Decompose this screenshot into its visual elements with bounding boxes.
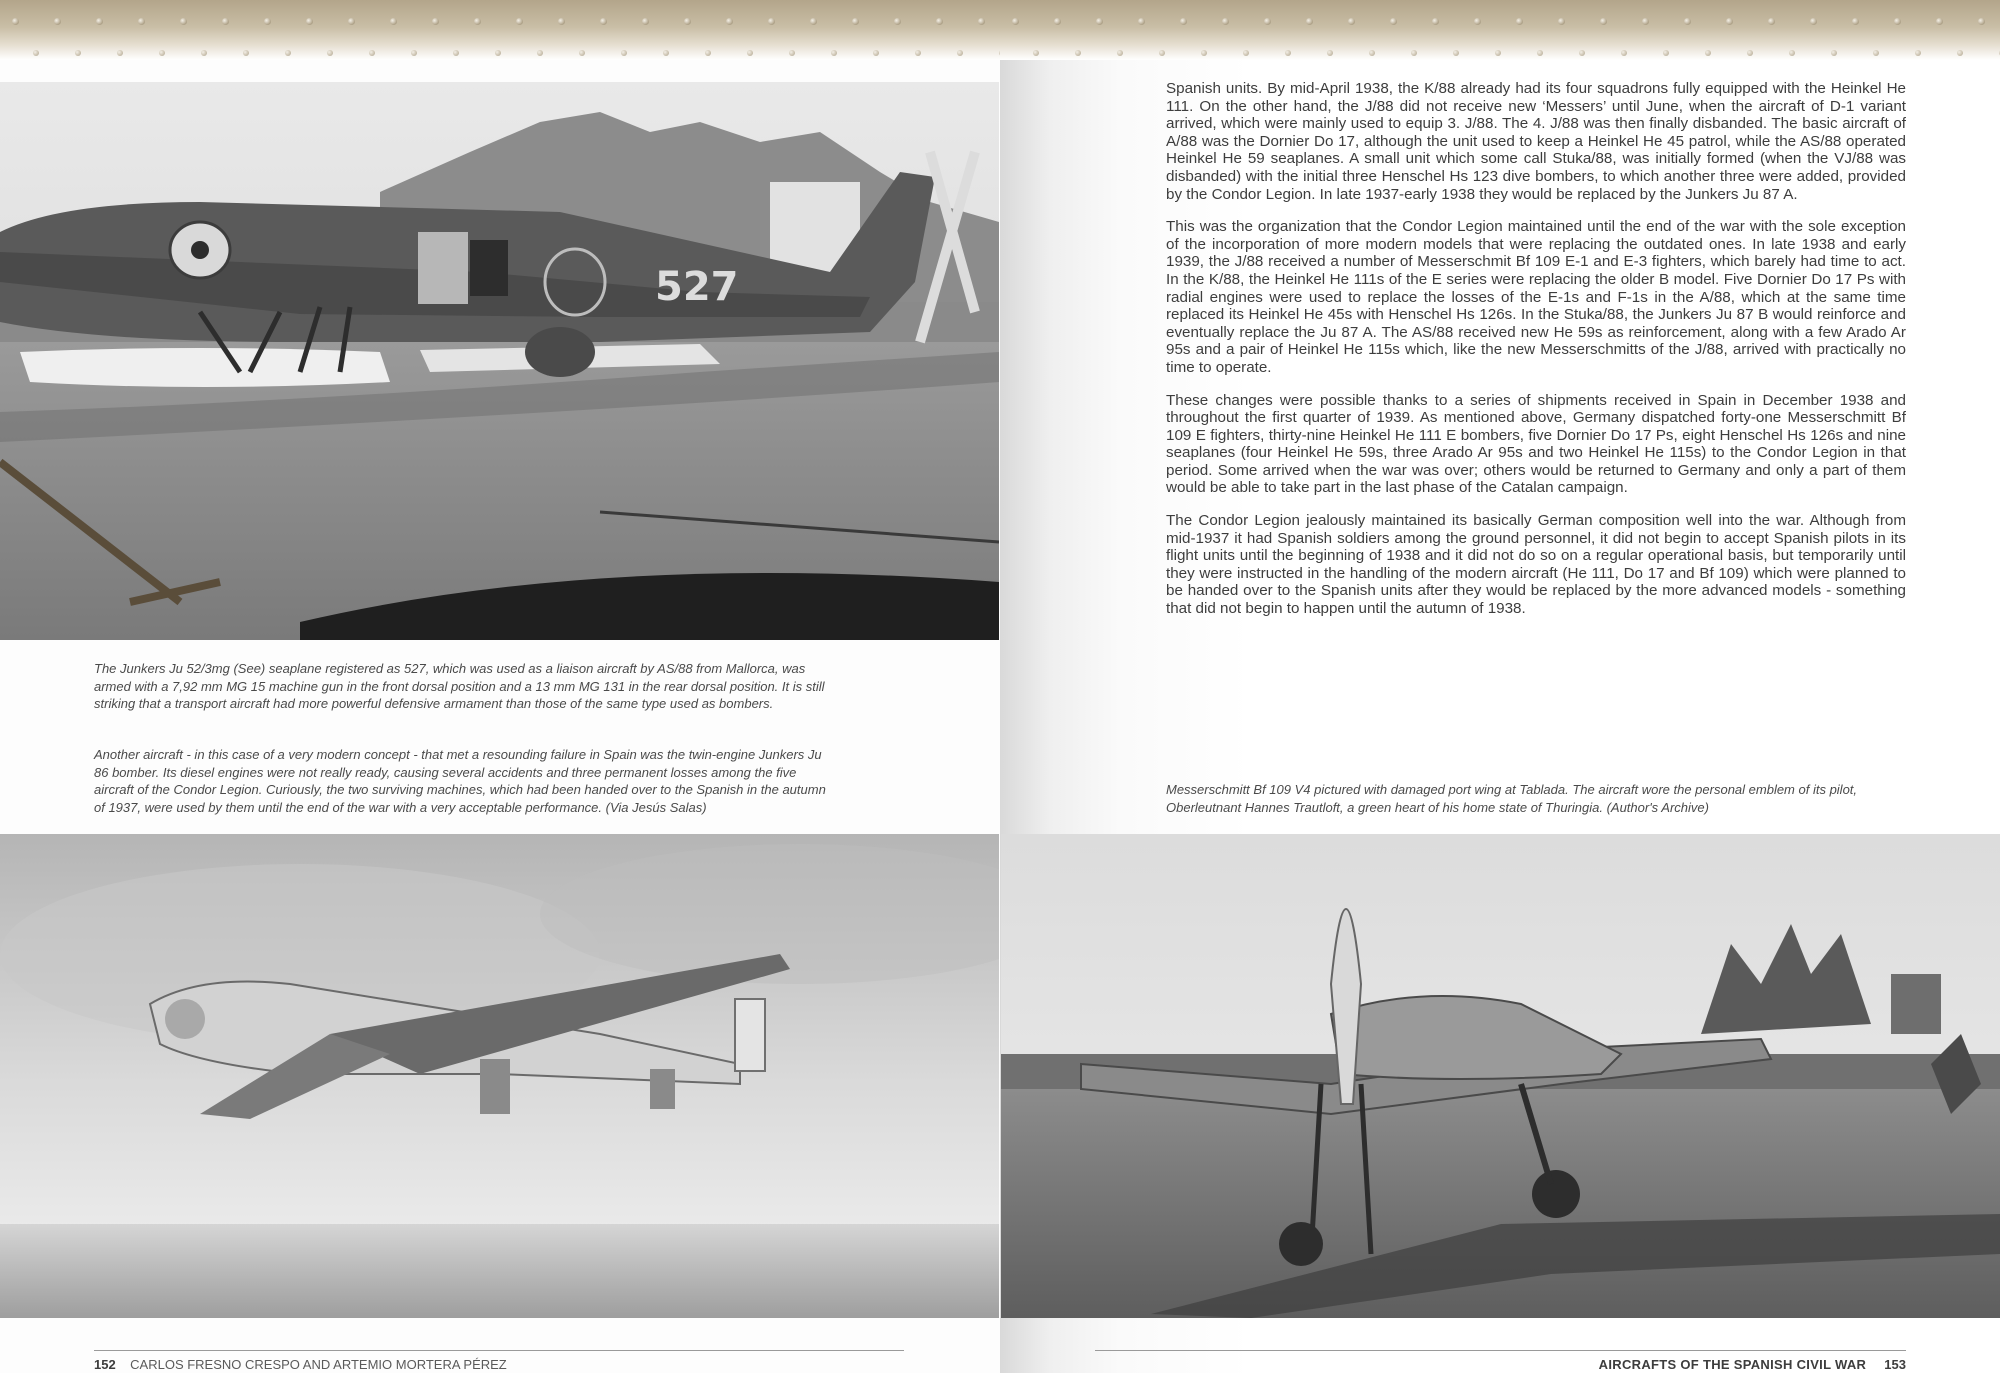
rivet-icon bbox=[558, 18, 565, 25]
rivet-icon bbox=[1957, 50, 1963, 56]
rivet-icon bbox=[1117, 50, 1123, 56]
rivet-icon bbox=[1096, 18, 1103, 25]
rivet-icon bbox=[915, 50, 921, 56]
caption-bf109: Messerschmitt Bf 109 V4 pictured with damaged port wing at Tablada. The aircraft wore the personal emblem of its pilot, Oberleutnant Hannes Trautloft, a green heart of his home state of Thuringia. (Author's Archive) bbox=[1166, 782, 1858, 815]
rivet-icon bbox=[222, 18, 229, 25]
rivet-icon bbox=[768, 18, 775, 25]
tail-code-527: 527 bbox=[655, 264, 739, 310]
rivet-icon bbox=[810, 18, 817, 25]
rivet-icon bbox=[621, 50, 627, 56]
rivet-icon bbox=[75, 50, 81, 56]
rivet-icon bbox=[495, 50, 501, 56]
rivet-icon bbox=[1915, 50, 1921, 56]
rivet-icon bbox=[411, 50, 417, 56]
rivet-icon bbox=[894, 18, 901, 25]
main-body-text bbox=[1166, 80, 1906, 633]
rivet-icon bbox=[642, 18, 649, 25]
rivet-icon bbox=[600, 18, 607, 25]
paragraph: The Condor Legion jealously maintained its basically German composition well into the war. Although from mid-1937 it had Spanish soldiers among the ground personnel, it did not begin to accept Spanish pilots in its flight units until the beginning of 1938 and it did not do so on a regular operational basis, but temporarily until they were instructed in the handling of the modern aircraft (He 111, Do 17 and Bf 109) which were planned to be handed over to the Spanish units after they would be replaced by the more advanced models - something that did not begin to happen until the autumn of 1938. bbox=[1166, 512, 1906, 618]
rivet-icon bbox=[1348, 18, 1355, 25]
authors-running-head: CARLOS FRESNO CRESPO AND ARTEMIO MORTERA PÉREZ bbox=[130, 1357, 507, 1372]
rivet-icon bbox=[180, 18, 187, 25]
paragraph: These changes were possible thanks to a series of shipments received in Spain in December 1938 and throughout the first quarter of 1939. As mentioned above, Germany dispatched forty-one Messerschmitt Bf 109 E fighters, thirty-nine Heinkel He 111 E bombers, five Dornier Do 17 Ps, eight Henschel Hs 126s and nine seaplanes (four Heinkel He 59s, three Arado Ar 95s and two Heinkel He 115s) to the Condor Legion in that period. Some arrived when the war was over; others would be returned to Germany and only a part of them would be able to take part in the last phase of the Catalan campaign. bbox=[1166, 391, 1906, 497]
rivet-icon bbox=[1075, 50, 1081, 56]
rivet-icon bbox=[537, 50, 543, 56]
rivet-icon bbox=[705, 50, 711, 56]
rivet-icon bbox=[306, 18, 313, 25]
rivet-icon bbox=[1012, 18, 1019, 25]
rivet-icon bbox=[1768, 18, 1775, 25]
rivet-icon bbox=[726, 18, 733, 25]
rivet-icon bbox=[1684, 18, 1691, 25]
rivet-icon bbox=[1747, 50, 1753, 56]
rivet-icon bbox=[579, 50, 585, 56]
rivet-icon bbox=[1789, 50, 1795, 56]
rivet-icon bbox=[1873, 50, 1879, 56]
rivet-icon bbox=[1558, 18, 1565, 25]
caption-ju86: Another aircraft - in this case of a very modern concept - that met a resounding failure in Spain was the twin-engine Junkers Ju 86 bomber. Its diesel engines were not really ready, causing several accidents and three permanent losses among the five aircraft of the Condor Legion. Curiously, the two surviving machines, which had been handed over to the Spanish in the autumn of 1937, were used by them until the end of the war with a very acceptable performance. (Via Jesús Salas) bbox=[94, 747, 826, 815]
rivet-icon bbox=[117, 50, 123, 56]
paragraph: Spanish units. By mid-April 1938, the K/88 already had its four squadrons fully equipped with the Heinkel He 111. On the other hand, the J/88 did not receive new ‘Messers’ until June, when the aircraft of D-1 variant arrived, which were mainly used to equip 3. J/88. The 4. J/88 was then finally disbanded. The basic aircraft of A/88 was the Dornier Do 17, although the unit used to keep a Heinkel He 45 patrol, while the AS/88 operated Heinkel He 59 seaplanes. A small unit which some call Stuka/88, was initially formed (when the VJ/88 was disbanded) with the initial three Henschel Hs 123 dive bombers, to which another three were added, provided by the Condor Legion. In late 1937-early 1938 they would be replaced by the Junkers Ju 87 A. bbox=[1166, 80, 1906, 203]
rivet-icon bbox=[936, 18, 943, 25]
rivet-icon bbox=[1831, 50, 1837, 56]
rivet-icon bbox=[1663, 50, 1669, 56]
rivet-icon bbox=[453, 50, 459, 56]
rivet-icon bbox=[96, 18, 103, 25]
rivet-icon bbox=[873, 50, 879, 56]
rivet-icon bbox=[1474, 18, 1481, 25]
rivet-icon bbox=[369, 50, 375, 56]
rivet-icon bbox=[1138, 18, 1145, 25]
page-number-right: 153 bbox=[1884, 1357, 1906, 1372]
footer-rule-left bbox=[94, 1350, 904, 1351]
rivet-icon bbox=[138, 18, 145, 25]
rivet-icon bbox=[243, 50, 249, 56]
rivet-icon bbox=[1243, 50, 1249, 56]
rivet-icon bbox=[390, 18, 397, 25]
rivet-icon bbox=[747, 50, 753, 56]
rivet-icon bbox=[1516, 18, 1523, 25]
rivet-icon bbox=[264, 18, 271, 25]
rivet-icon bbox=[1894, 18, 1901, 25]
rivet-icon bbox=[1264, 18, 1271, 25]
page-number-left: 152 bbox=[94, 1357, 116, 1372]
rivet-icon bbox=[1306, 18, 1313, 25]
rivet-icon bbox=[684, 18, 691, 25]
rivet-icon bbox=[1432, 18, 1439, 25]
rivet-icon bbox=[1453, 50, 1459, 56]
footer-right bbox=[1599, 1357, 1906, 1372]
rivet-icon bbox=[348, 18, 355, 25]
rivet-icon bbox=[285, 50, 291, 56]
rivet-icon bbox=[159, 50, 165, 56]
rivet-icon bbox=[1327, 50, 1333, 56]
rivet-icon bbox=[1222, 18, 1229, 25]
rivet-icon bbox=[978, 18, 985, 25]
rivet-icon bbox=[1495, 50, 1501, 56]
rivet-icon bbox=[1390, 18, 1397, 25]
rivet-icon bbox=[957, 50, 963, 56]
photo-ju86-in-flight bbox=[0, 834, 999, 1318]
rivet-icon bbox=[1285, 50, 1291, 56]
rivet-icon bbox=[12, 18, 19, 25]
rivet-icon bbox=[33, 50, 39, 56]
rivet-icon bbox=[1810, 18, 1817, 25]
rivet-icon bbox=[201, 50, 207, 56]
rivet-icon bbox=[1978, 18, 1985, 25]
rivet-icon bbox=[1726, 18, 1733, 25]
rivet-icon bbox=[831, 50, 837, 56]
rivet-icon bbox=[1705, 50, 1711, 56]
rivet-icon bbox=[1033, 50, 1039, 56]
caption-ju52: The Junkers Ju 52/3mg (See) seaplane registered as 527, which was used as a liaison aircraft by AS/88 from Mallorca, was armed with a 7,92 mm MG 15 machine gun in the front dorsal position and a 13 mm MG 131 in the rear dorsal position. It is still striking that a transport aircraft had more powerful defensive armament than those of the same type used as bombers. bbox=[94, 661, 825, 711]
rivet-icon bbox=[1180, 18, 1187, 25]
rivet-icon bbox=[1579, 50, 1585, 56]
rivet-icon bbox=[1054, 18, 1061, 25]
rivet-icon bbox=[1537, 50, 1543, 56]
rivet-icon bbox=[789, 50, 795, 56]
rivet-icon bbox=[516, 18, 523, 25]
rivet-icon bbox=[1201, 50, 1207, 56]
rivet-icon bbox=[663, 50, 669, 56]
photo-ju52-seaplane bbox=[0, 82, 999, 640]
rivet-header-strip-right bbox=[1000, 0, 2000, 60]
rivet-icon bbox=[1621, 50, 1627, 56]
rivet-icon bbox=[1159, 50, 1165, 56]
rivet-icon bbox=[1411, 50, 1417, 56]
rivet-icon bbox=[432, 18, 439, 25]
photo-bf109-tablada bbox=[1001, 834, 2000, 1318]
rivet-icon bbox=[1369, 50, 1375, 56]
rivet-icon bbox=[1852, 18, 1859, 25]
footer-rule-right bbox=[1095, 1350, 1906, 1351]
paragraph: This was the organization that the Condor Legion maintained until the end of the war with the sole exception of the incorporation of more modern models that were replacing the outdated ones. In late 1938 and early 1939, the J/88 received a number of Messerschmit Bf 109 E-1 and E-3 fighters, which barely had time to act. In the K/88, the Heinkel He 111s of the E series were replacing the older B model. Five Dornier Do 17 Ps with radial engines were used to replace the losses of the E-1s and F-1s in the A/88, which at the same time replaced its Heinkel He 45s with Henschel Hs 126s. In the Stuka/88, the Junkers Ju 87 B would reinforce and eventually replace the Ju 87 A. The AS/88 received new He 59s as reinforcement, along with a few Arado Ar 95s and a pair of Heinkel He 115s which, like the new Messerschmitts of the J/88, arrived with practically no time to operate. bbox=[1166, 218, 1906, 376]
rivet-icon bbox=[54, 18, 61, 25]
rivet-icon bbox=[327, 50, 333, 56]
rivet-icon bbox=[474, 18, 481, 25]
rivet-icon bbox=[1642, 18, 1649, 25]
rivet-icon bbox=[852, 18, 859, 25]
rivet-icon bbox=[1936, 18, 1943, 25]
footer-left bbox=[94, 1357, 507, 1372]
rivet-header-strip bbox=[0, 0, 1000, 60]
section-running-head: AIRCRAFTS OF THE SPANISH CIVIL WAR bbox=[1598, 1357, 1867, 1372]
rivet-icon bbox=[1600, 18, 1607, 25]
